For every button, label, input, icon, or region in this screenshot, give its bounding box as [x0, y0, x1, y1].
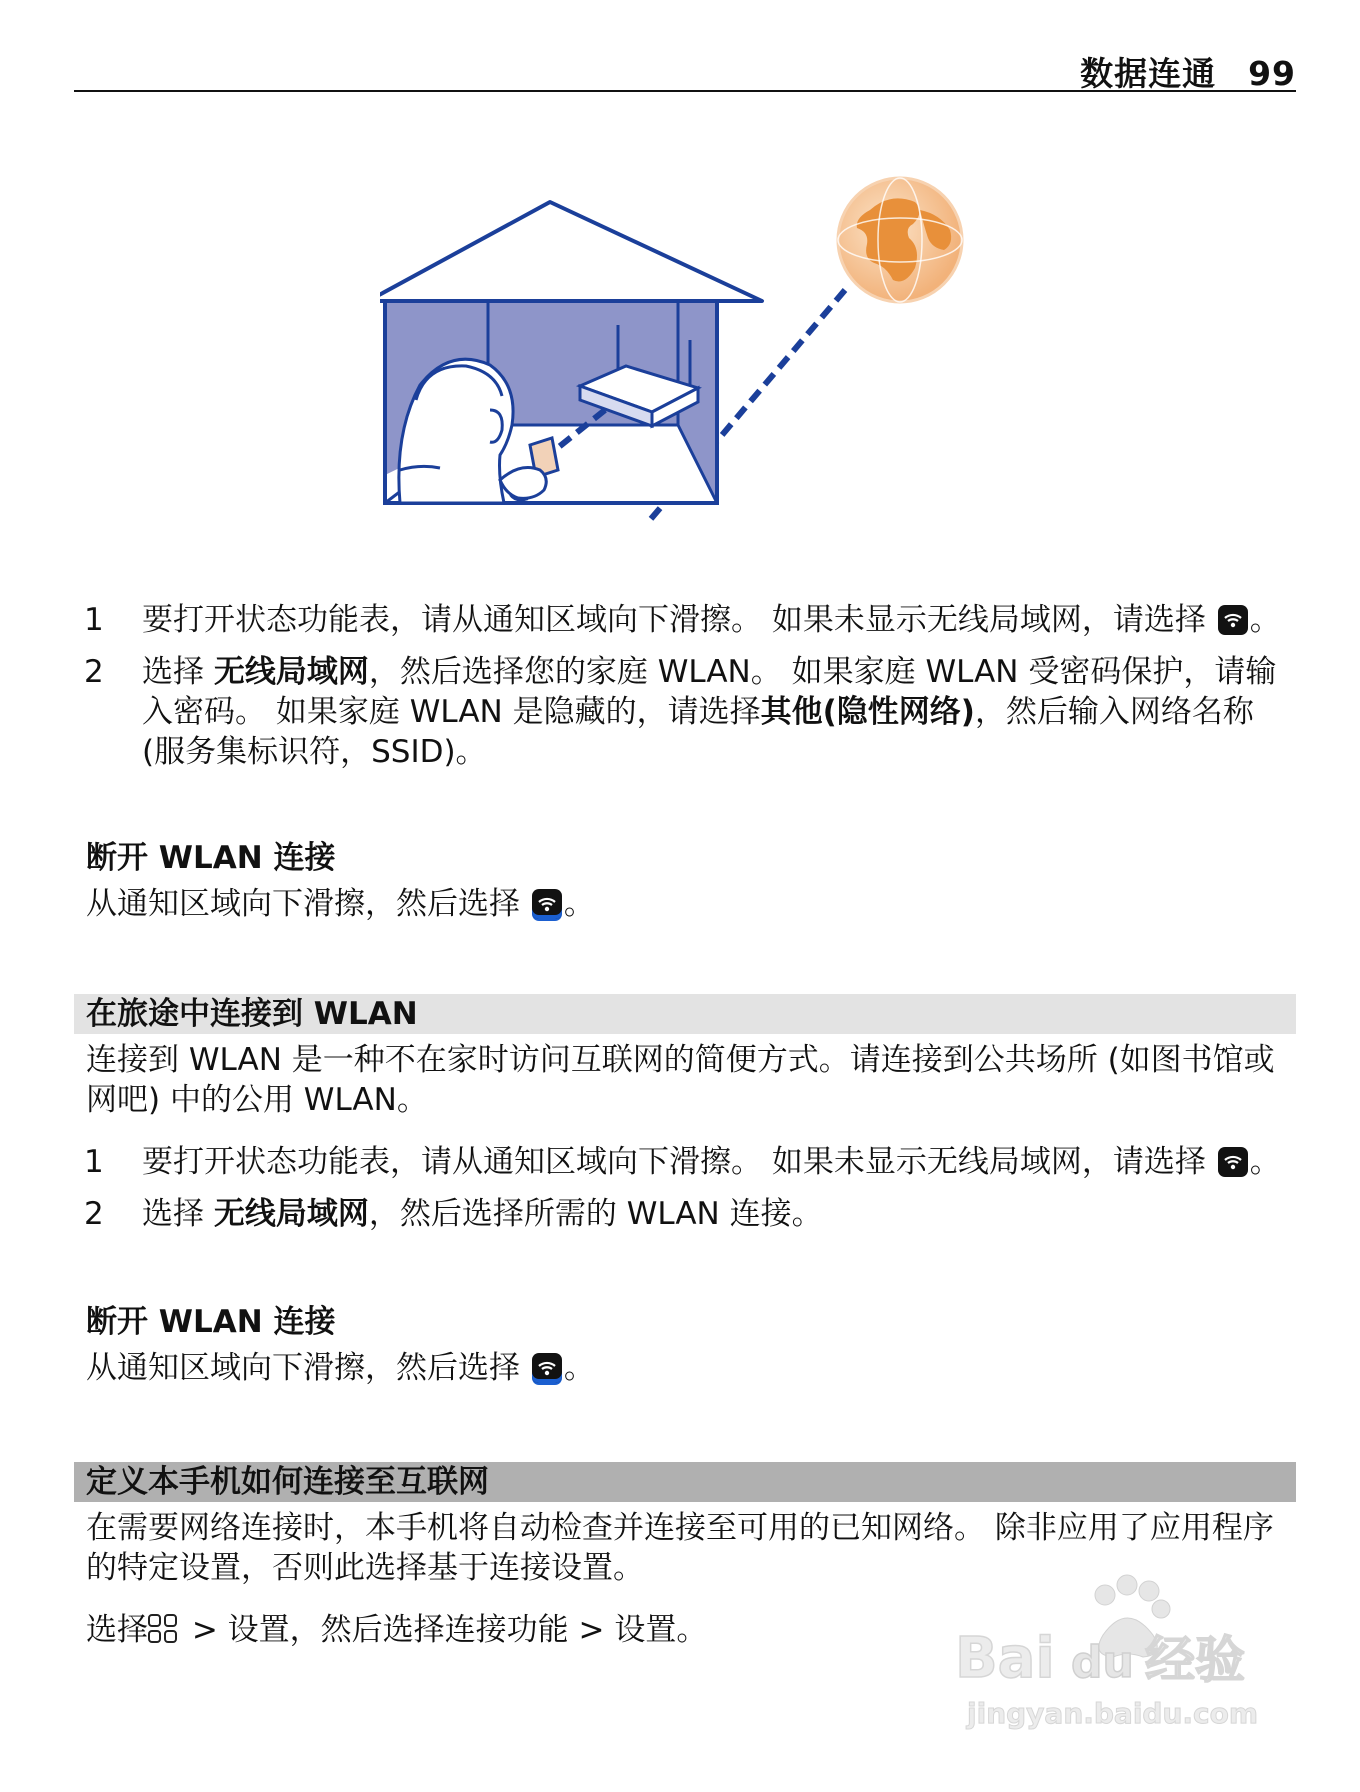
list-item: 1 要打开状态功能表，请从通知区域向下滑擦。 如果未显示无线局域网，请选择 。 [84, 602, 1281, 638]
svg-text:Bai: Bai [955, 1626, 1055, 1691]
svg-text:du: du [1071, 1637, 1134, 1688]
travel-intro: 连接到 WLAN 是一种不在家时访问互联网的简便方式。请连接到公共场所 (如图书馆或网吧) 中的公用 WLAN。 [86, 1042, 1275, 1118]
wlan-icon[interactable] [1218, 1147, 1248, 1177]
wlan-icon[interactable] [1218, 605, 1248, 635]
disconnect-heading: 断开 WLAN 连接 [86, 1304, 336, 1340]
define-section-title: 定义本手机如何连接至互联网 [86, 1464, 489, 1500]
list-item: 1 要打开状态功能表，请从通知区域向下滑擦。 如果未显示无线局域网，请选择 。 [84, 1144, 1281, 1180]
wlan-icon[interactable] [532, 1353, 562, 1383]
home-steps-list [84, 600, 1294, 784]
page-header [74, 44, 1296, 92]
page-number: 99 [1248, 54, 1296, 93]
disconnect-text: 从通知区域向下滑擦，然后选择 。 [86, 1350, 595, 1386]
list-item: 2 选择 无线局域网，然后选择您的家庭 WLAN。 如果家庭 WLAN 受密码保护，请输入密码。 如果家庭 WLAN 是隐藏的，请选择其他(隐性网络)，然后输入网络名称 (服务集标识符，SSID)。 [84, 654, 1277, 770]
disconnect-heading: 断开 WLAN 连接 [86, 840, 336, 876]
baidu-watermark-logo [955, 1565, 1275, 1745]
wlan-menu-label[interactable]: 无线局域网 [213, 1196, 369, 1232]
list-item: 2 选择 无线局域网，然后选择所需的 WLAN 连接。 [84, 1196, 823, 1232]
settings-instruction: 选择 > 设置，然后选择连接功能 > 设置。 [86, 1612, 708, 1648]
wlan-icon[interactable] [532, 889, 562, 919]
travel-section-band [74, 994, 1296, 1034]
globe-icon [838, 178, 962, 302]
home-wlan-illustration [380, 170, 980, 590]
travel-section-title: 在旅途中连接到 WLAN [86, 996, 418, 1032]
wlan-menu-label[interactable]: 无线局域网 [213, 654, 369, 690]
menu-grid-icon[interactable] [146, 1612, 180, 1646]
svg-text:jingyan.baidu.com: jingyan.baidu.com [967, 1697, 1259, 1730]
define-section-band [74, 1462, 1296, 1502]
hidden-network-option[interactable]: 其他(隐性网络) [760, 694, 975, 730]
travel-steps-list [84, 1142, 1294, 1246]
svg-text:经验: 经验 [1145, 1631, 1245, 1689]
define-body: 在需要网络连接时，本手机将自动检查并连接至可用的已知网络。 除非应用了应用程序的特定设置，否则此选择基于连接设置。 [86, 1510, 1274, 1586]
disconnect-text: 从通知区域向下滑擦，然后选择 。 [86, 886, 595, 922]
section-title: 数据连通 [1080, 54, 1217, 93]
